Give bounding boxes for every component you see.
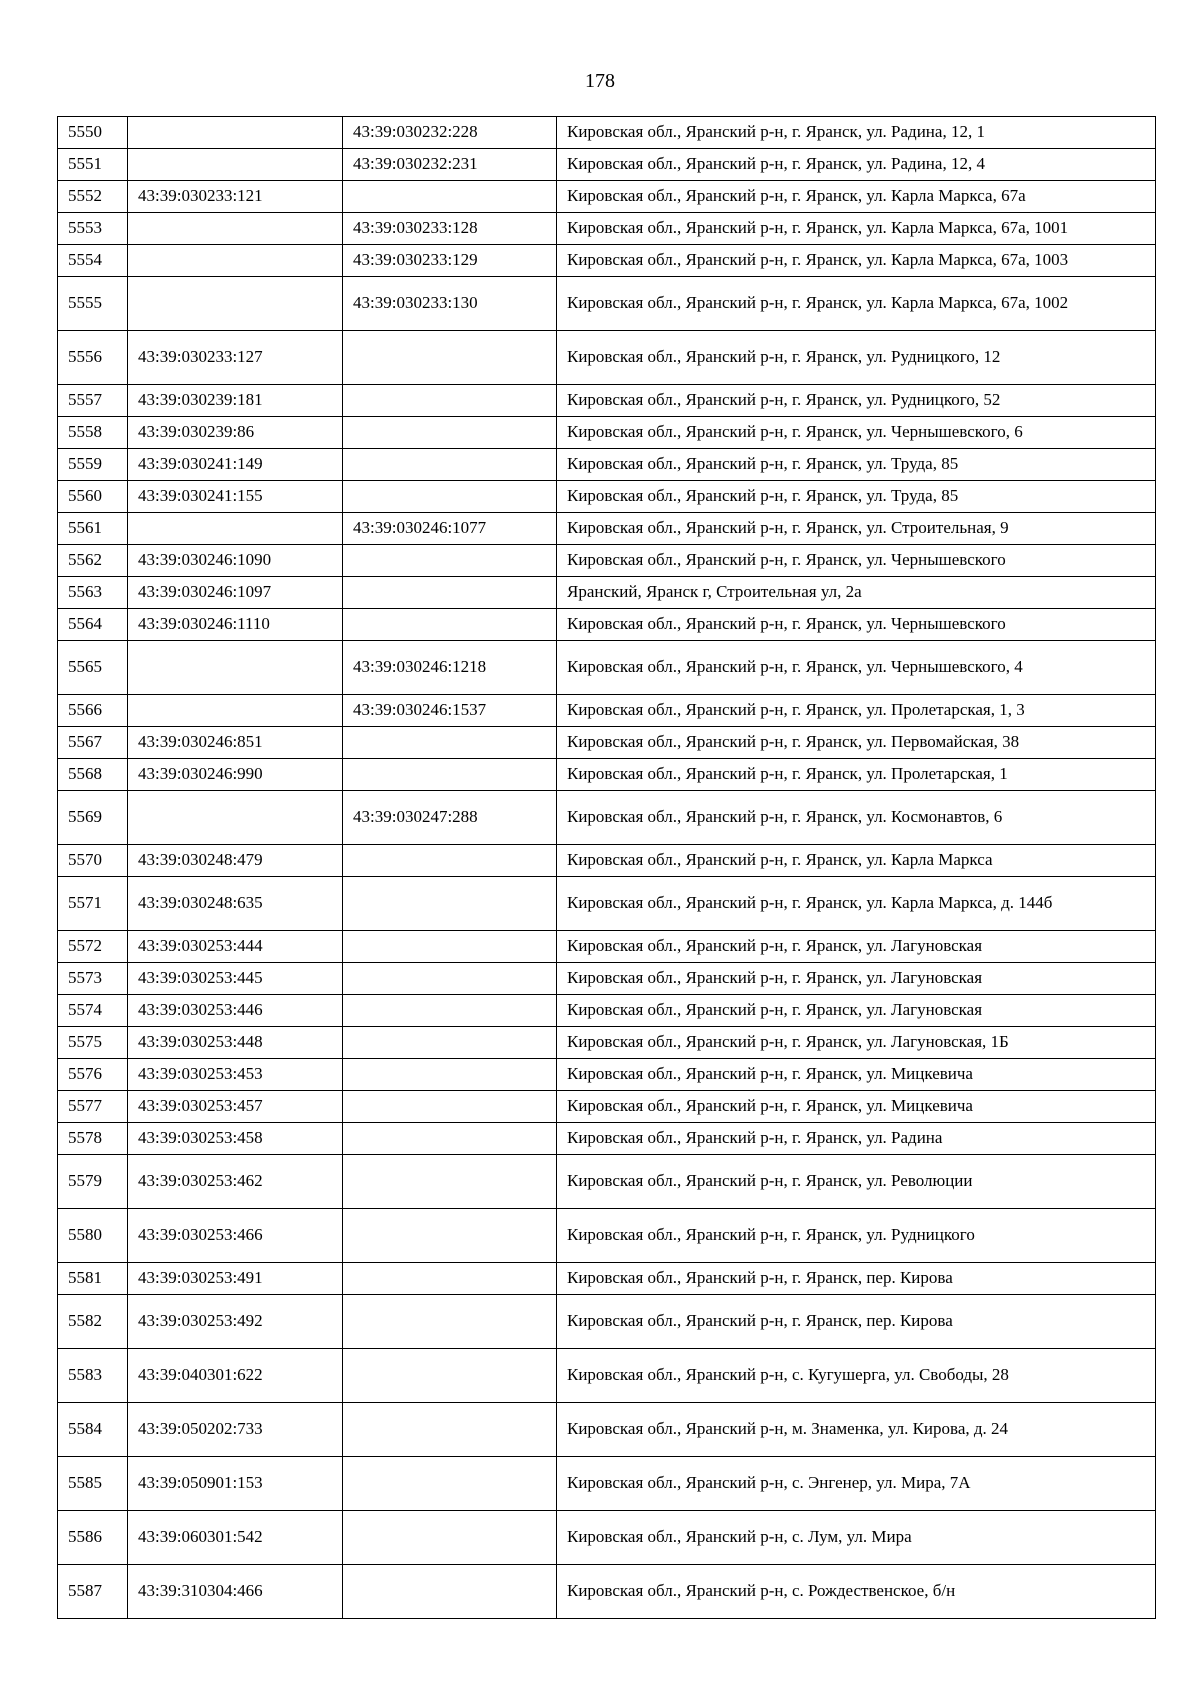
object-number-cell — [343, 1565, 557, 1619]
cadastral-number-cell: 43:39:030253:492 — [128, 1295, 343, 1349]
address-cell: Яранский, Яранск г, Строительная ул, 2а — [557, 577, 1156, 609]
row-number-cell: 5585 — [58, 1457, 128, 1511]
row-number-cell: 5561 — [58, 513, 128, 545]
address-cell: Кировская обл., Яранский р-н, м. Знаменка, ул. Кирова, д. 24 — [557, 1403, 1156, 1457]
row-number-cell: 5552 — [58, 181, 128, 213]
object-number-cell — [343, 181, 557, 213]
row-number-cell: 5572 — [58, 931, 128, 963]
cadastral-number-cell: 43:39:030246:1097 — [128, 577, 343, 609]
cadastral-number-cell — [128, 791, 343, 845]
cadastral-number-cell: 43:39:030246:1110 — [128, 609, 343, 641]
address-cell: Кировская обл., Яранский р-н, г. Яранск, ул. Карла Маркса, д. 144б — [557, 877, 1156, 931]
table-row — [58, 1565, 1156, 1619]
cadastral-number-cell: 43:39:030233:127 — [128, 331, 343, 385]
cadastral-number-cell: 43:39:030253:491 — [128, 1263, 343, 1295]
row-number-cell: 5575 — [58, 1027, 128, 1059]
row-number-cell: 5550 — [58, 117, 128, 149]
object-number-cell — [343, 995, 557, 1027]
object-number-cell — [343, 1027, 557, 1059]
object-number-cell: 43:39:030232:231 — [343, 149, 557, 181]
object-number-cell: 43:39:030233:128 — [343, 213, 557, 245]
cadastral-number-cell: 43:39:030239:181 — [128, 385, 343, 417]
address-cell: Кировская обл., Яранский р-н, г. Яранск, ул. Радина, 12, 4 — [557, 149, 1156, 181]
address-cell: Кировская обл., Яранский р-н, г. Яранск, ул. Чернышевского, 6 — [557, 417, 1156, 449]
cadastral-number-cell: 43:39:030253:453 — [128, 1059, 343, 1091]
table-row — [58, 1295, 1156, 1349]
row-number-cell: 5576 — [58, 1059, 128, 1091]
object-number-cell — [343, 417, 557, 449]
object-number-cell — [343, 877, 557, 931]
row-number-cell: 5581 — [58, 1263, 128, 1295]
table-row — [58, 727, 1156, 759]
object-number-cell — [343, 1091, 557, 1123]
object-number-cell — [343, 331, 557, 385]
address-cell: Кировская обл., Яранский р-н, г. Яранск, ул. Революции — [557, 1155, 1156, 1209]
table-row — [58, 1457, 1156, 1511]
address-cell: Кировская обл., Яранский р-н, г. Яранск, ул. Труда, 85 — [557, 449, 1156, 481]
cadastral-number-cell: 43:39:030253:457 — [128, 1091, 343, 1123]
table-row — [58, 759, 1156, 791]
table-row — [58, 449, 1156, 481]
object-number-cell — [343, 1209, 557, 1263]
cadastral-number-cell: 43:39:050901:153 — [128, 1457, 343, 1511]
table-row — [58, 995, 1156, 1027]
cadastral-number-cell: 43:39:030253:444 — [128, 931, 343, 963]
table-row — [58, 417, 1156, 449]
address-cell: Кировская обл., Яранский р-н, г. Яранск, ул. Рудницкого, 52 — [557, 385, 1156, 417]
address-cell: Кировская обл., Яранский р-н, с. Энгенер, ул. Мира, 7А — [557, 1457, 1156, 1511]
cadastral-number-cell: 43:39:030241:149 — [128, 449, 343, 481]
cadastral-number-cell: 43:39:030246:851 — [128, 727, 343, 759]
address-cell: Кировская обл., Яранский р-н, г. Яранск, пер. Кирова — [557, 1295, 1156, 1349]
table-row — [58, 1155, 1156, 1209]
address-cell: Кировская обл., Яранский р-н, г. Яранск, ул. Лагуновская — [557, 995, 1156, 1027]
address-cell: Кировская обл., Яранский р-н, г. Яранск, ул. Рудницкого — [557, 1209, 1156, 1263]
row-number-cell: 5568 — [58, 759, 128, 791]
table-row — [58, 1349, 1156, 1403]
table-row — [58, 513, 1156, 545]
row-number-cell: 5557 — [58, 385, 128, 417]
row-number-cell: 5558 — [58, 417, 128, 449]
row-number-cell: 5583 — [58, 1349, 128, 1403]
row-number-cell: 5580 — [58, 1209, 128, 1263]
address-cell: Кировская обл., Яранский р-н, г. Яранск, ул. Карла Маркса, 67а, 1002 — [557, 277, 1156, 331]
address-cell: Кировская обл., Яранский р-н, с. Рождественское, б/н — [557, 1565, 1156, 1619]
object-number-cell — [343, 1263, 557, 1295]
address-cell: Кировская обл., Яранский р-н, г. Яранск, ул. Карла Маркса, 67а, 1003 — [557, 245, 1156, 277]
address-cell: Кировская обл., Яранский р-н, г. Яранск, ул. Космонавтов, 6 — [557, 791, 1156, 845]
cadastral-number-cell: 43:39:030239:86 — [128, 417, 343, 449]
cadastral-number-cell: 43:39:040301:622 — [128, 1349, 343, 1403]
address-cell: Кировская обл., Яранский р-н, г. Яранск, ул. Лагуновская — [557, 931, 1156, 963]
address-cell: Кировская обл., Яранский р-н, г. Яранск, ул. Чернышевского, 4 — [557, 641, 1156, 695]
row-number-cell: 5574 — [58, 995, 128, 1027]
row-number-cell: 5560 — [58, 481, 128, 513]
object-number-cell: 43:39:030246:1537 — [343, 695, 557, 727]
table-row — [58, 1123, 1156, 1155]
cadastral-number-cell: 43:39:030246:1090 — [128, 545, 343, 577]
object-number-cell: 43:39:030232:228 — [343, 117, 557, 149]
object-number-cell — [343, 963, 557, 995]
address-cell: Кировская обл., Яранский р-н, г. Яранск, ул. Рудницкого, 12 — [557, 331, 1156, 385]
table-row — [58, 545, 1156, 577]
row-number-cell: 5586 — [58, 1511, 128, 1565]
address-cell: Кировская обл., Яранский р-н, г. Яранск, ул. Радина — [557, 1123, 1156, 1155]
object-number-cell — [343, 1155, 557, 1209]
cadastral-number-cell: 43:39:030253:446 — [128, 995, 343, 1027]
object-number-cell: 43:39:030247:288 — [343, 791, 557, 845]
table-row — [58, 149, 1156, 181]
row-number-cell: 5566 — [58, 695, 128, 727]
table-row — [58, 931, 1156, 963]
row-number-cell: 5579 — [58, 1155, 128, 1209]
object-number-cell — [343, 449, 557, 481]
object-number-cell — [343, 385, 557, 417]
table-row — [58, 1403, 1156, 1457]
row-number-cell: 5563 — [58, 577, 128, 609]
cadastral-number-cell — [128, 513, 343, 545]
registry-table-body — [58, 117, 1156, 1619]
object-number-cell — [343, 727, 557, 759]
table-row — [58, 385, 1156, 417]
address-cell: Кировская обл., Яранский р-н, г. Яранск, ул. Чернышевского — [557, 545, 1156, 577]
table-row — [58, 1263, 1156, 1295]
object-number-cell: 43:39:030233:129 — [343, 245, 557, 277]
table-row — [58, 845, 1156, 877]
cadastral-number-cell: 43:39:030233:121 — [128, 181, 343, 213]
row-number-cell: 5553 — [58, 213, 128, 245]
table-row — [58, 877, 1156, 931]
table-row — [58, 695, 1156, 727]
row-number-cell: 5571 — [58, 877, 128, 931]
address-cell: Кировская обл., Яранский р-н, г. Яранск, ул. Пролетарская, 1, 3 — [557, 695, 1156, 727]
address-cell: Кировская обл., Яранский р-н, г. Яранск, ул. Мицкевича — [557, 1059, 1156, 1091]
cadastral-number-cell: 43:39:030241:155 — [128, 481, 343, 513]
cadastral-number-cell — [128, 213, 343, 245]
address-cell: Кировская обл., Яранский р-н, г. Яранск, ул. Труда, 85 — [557, 481, 1156, 513]
row-number-cell: 5577 — [58, 1091, 128, 1123]
cadastral-number-cell: 43:39:030253:466 — [128, 1209, 343, 1263]
cadastral-number-cell: 43:39:060301:542 — [128, 1511, 343, 1565]
object-number-cell: 43:39:030246:1077 — [343, 513, 557, 545]
object-number-cell — [343, 1123, 557, 1155]
address-cell: Кировская обл., Яранский р-н, г. Яранск, ул. Лагуновская, 1Б — [557, 1027, 1156, 1059]
address-cell: Кировская обл., Яранский р-н, г. Яранск, ул. Карла Маркса, 67а — [557, 181, 1156, 213]
row-number-cell: 5562 — [58, 545, 128, 577]
row-number-cell: 5551 — [58, 149, 128, 181]
cadastral-number-cell: 43:39:050202:733 — [128, 1403, 343, 1457]
table-row — [58, 609, 1156, 641]
address-cell: Кировская обл., Яранский р-н, г. Яранск, ул. Карла Маркса — [557, 845, 1156, 877]
address-cell: Кировская обл., Яранский р-н, г. Яранск, ул. Радина, 12, 1 — [557, 117, 1156, 149]
table-row — [58, 791, 1156, 845]
row-number-cell: 5584 — [58, 1403, 128, 1457]
row-number-cell: 5556 — [58, 331, 128, 385]
row-number-cell: 5573 — [58, 963, 128, 995]
row-number-cell: 5559 — [58, 449, 128, 481]
table-row — [58, 245, 1156, 277]
object-number-cell — [343, 1511, 557, 1565]
cadastral-number-cell: 43:39:030253:445 — [128, 963, 343, 995]
row-number-cell: 5565 — [58, 641, 128, 695]
row-number-cell: 5567 — [58, 727, 128, 759]
row-number-cell: 5587 — [58, 1565, 128, 1619]
address-cell: Кировская обл., Яранский р-н, г. Яранск, ул. Чернышевского — [557, 609, 1156, 641]
table-row — [58, 641, 1156, 695]
object-number-cell — [343, 1059, 557, 1091]
row-number-cell: 5555 — [58, 277, 128, 331]
address-cell: Кировская обл., Яранский р-н, г. Яранск, ул. Строительная, 9 — [557, 513, 1156, 545]
table-row — [58, 331, 1156, 385]
object-number-cell — [343, 577, 557, 609]
cadastral-number-cell: 43:39:030246:990 — [128, 759, 343, 791]
object-number-cell — [343, 845, 557, 877]
table-row — [58, 1511, 1156, 1565]
address-cell: Кировская обл., Яранский р-н, г. Яранск, ул. Карла Маркса, 67а, 1001 — [557, 213, 1156, 245]
registry-table — [57, 116, 1156, 1619]
table-row — [58, 277, 1156, 331]
object-number-cell — [343, 1295, 557, 1349]
cadastral-number-cell — [128, 245, 343, 277]
address-cell: Кировская обл., Яранский р-н, г. Яранск, ул. Первомайская, 38 — [557, 727, 1156, 759]
row-number-cell: 5570 — [58, 845, 128, 877]
cadastral-number-cell: 43:39:310304:466 — [128, 1565, 343, 1619]
cadastral-number-cell: 43:39:030248:479 — [128, 845, 343, 877]
object-number-cell: 43:39:030246:1218 — [343, 641, 557, 695]
object-number-cell — [343, 931, 557, 963]
table-row — [58, 963, 1156, 995]
table-row — [58, 481, 1156, 513]
object-number-cell — [343, 545, 557, 577]
row-number-cell: 5554 — [58, 245, 128, 277]
object-number-cell — [343, 1457, 557, 1511]
address-cell: Кировская обл., Яранский р-н, г. Яранск, пер. Кирова — [557, 1263, 1156, 1295]
table-row — [58, 577, 1156, 609]
cadastral-number-cell: 43:39:030253:462 — [128, 1155, 343, 1209]
cadastral-number-cell — [128, 149, 343, 181]
cadastral-number-cell: 43:39:030253:458 — [128, 1123, 343, 1155]
object-number-cell — [343, 1403, 557, 1457]
address-cell: Кировская обл., Яранский р-н, г. Яранск, ул. Пролетарская, 1 — [557, 759, 1156, 791]
row-number-cell: 5564 — [58, 609, 128, 641]
table-row — [58, 1091, 1156, 1123]
page-number: 178 — [585, 70, 615, 92]
object-number-cell — [343, 609, 557, 641]
object-number-cell — [343, 481, 557, 513]
table-row — [58, 1209, 1156, 1263]
cadastral-number-cell — [128, 695, 343, 727]
cadastral-number-cell — [128, 641, 343, 695]
address-cell: Кировская обл., Яранский р-н, с. Лум, ул. Мира — [557, 1511, 1156, 1565]
table-row — [58, 213, 1156, 245]
cadastral-number-cell: 43:39:030248:635 — [128, 877, 343, 931]
object-number-cell — [343, 759, 557, 791]
address-cell: Кировская обл., Яранский р-н, с. Кугушерга, ул. Свободы, 28 — [557, 1349, 1156, 1403]
cadastral-number-cell — [128, 277, 343, 331]
row-number-cell: 5578 — [58, 1123, 128, 1155]
table-row — [58, 117, 1156, 149]
object-number-cell: 43:39:030233:130 — [343, 277, 557, 331]
row-number-cell: 5569 — [58, 791, 128, 845]
object-number-cell — [343, 1349, 557, 1403]
address-cell: Кировская обл., Яранский р-н, г. Яранск, ул. Мицкевича — [557, 1091, 1156, 1123]
table-row — [58, 1059, 1156, 1091]
cadastral-number-cell — [128, 117, 343, 149]
cadastral-number-cell: 43:39:030253:448 — [128, 1027, 343, 1059]
address-cell: Кировская обл., Яранский р-н, г. Яранск, ул. Лагуновская — [557, 963, 1156, 995]
table-row — [58, 1027, 1156, 1059]
table-row — [58, 181, 1156, 213]
row-number-cell: 5582 — [58, 1295, 128, 1349]
